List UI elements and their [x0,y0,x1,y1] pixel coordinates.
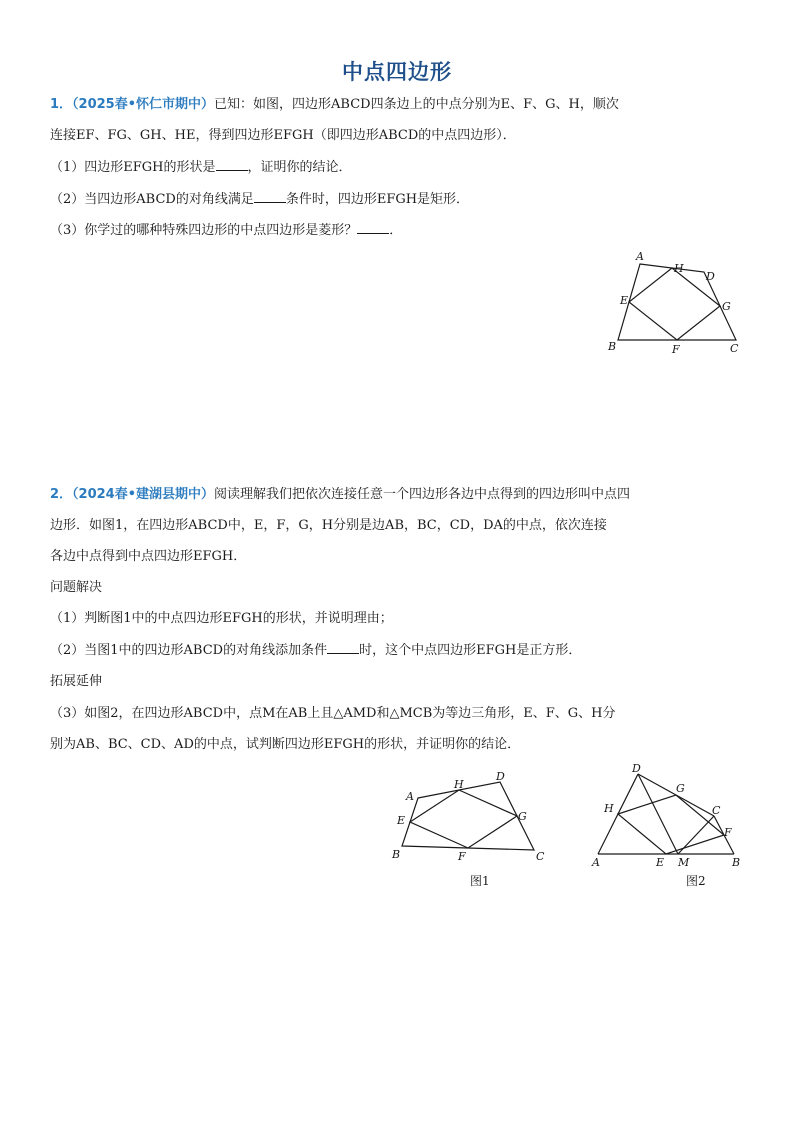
q2-line1 [50,486,630,504]
q2-fig1-label-b: B [392,848,401,861]
q2-part2-text: （2）当图1中的四边形ABCD的对角线添加条件 [50,643,328,658]
q2-fig2-label-h: H [604,802,614,815]
q1-part3 [50,221,402,240]
q1-part1-tail: ，证明你的结论． [247,160,352,175]
q1-part1 [50,158,352,177]
q2-fig2-side-dm [638,774,678,854]
q2-fig2-caption: 图2 [686,874,706,888]
q2-part3-line2: 别为AB、BC、CD、AD的中点，试判断四边形EFGH的形状，并证明你的结论． [50,737,521,752]
q1-label-f: F [672,343,680,356]
q2-fig2-quad-efgh [618,795,724,854]
q2-fig1-label-a: A [406,790,414,803]
q2-part1: （1）判断图1中的中点四边形EFGH的形状，并说明理由； [50,611,393,626]
q2-fig1-label-h: H [454,778,464,791]
q1-label-h: H [674,262,684,275]
q2-heading-extension: 拓展延伸 [50,674,103,689]
q1-part2-blank [254,190,286,203]
q1-label-d: D [706,270,715,283]
q2-fig1-quad-efgh [410,790,517,848]
q1-part1-blank [216,158,248,171]
q1-figure [600,248,760,358]
q1-quad-abcd [618,264,736,340]
q2-fig1-caption: 图1 [470,874,490,888]
q2-fig2-label-c: C [712,804,721,817]
page-title: 中点四边形 [342,60,452,84]
q1-part1-text: （1）四边形EFGH的形状是 [50,160,216,175]
q1-part2 [50,190,469,209]
q1-part2-tail: 条件时，四边形EFGH是矩形． [285,192,470,207]
q2-fig1-label-f: F [458,850,466,863]
q1-part3-text: （3）你学过的哪种特殊四边形的中点四边形是菱形？ [50,223,358,238]
q2-figure2 [586,758,746,870]
q1-label-c: C [730,342,739,355]
q2-source: （2024春•建湖县期中） [72,487,215,502]
q2-number: 2． [50,487,73,502]
q2-fig2-label-g: G [676,782,685,795]
q2-fig2-label-b: B [732,856,741,869]
q2-fig2-label-e: E [656,856,665,869]
q2-text-line1: 阅读理解我们把依次连接任意一个四边形各边中点得到的四边形叫中点四 [214,487,631,502]
q1-part2-text: （2）当四边形ABCD的对角线满足 [50,192,254,207]
q2-fig2-label-a: A [592,856,600,869]
q2-figure1 [388,766,553,866]
q2-heading-problem: 问题解决 [50,580,103,595]
q2-fig2-label-d: D [632,762,641,775]
q1-line1 [50,96,619,114]
q2-part3-line1: （3）如图2，在四边形ABCD中，点M在AB上且△AMD和△MCB为等边三角形，E、F、G、H分 [50,706,616,721]
q2-fig1-quad-abcd [402,782,534,850]
q1-number: 1． [50,97,73,112]
q2-part2 [50,641,581,660]
q2-text-line2: 边形．如图1，在四边形ABCD中，E，F，G，H分别是边AB，BC，CD，DA的中点，依次连接 [50,518,607,533]
q1-text-line2: 连接EF、FG、GH、HE，得到四边形EFGH（即四边形ABCD的中点四边形）． [50,128,516,143]
q1-label-e: E [620,294,629,307]
q2-part2-blank [327,641,359,654]
q1-source: （2025春•怀仁市期中） [72,97,215,112]
q2-fig1-label-g: G [518,810,527,823]
q1-label-g: G [722,300,731,313]
q1-text-line1: 已知：如图，四边形ABCD四条边上的中点分别为E、F、G、H，顺次 [214,97,619,112]
q2-part2-tail: 时，这个中点四边形EFGH是正方形． [359,643,582,658]
q2-fig1-label-d: D [496,770,505,783]
q2-text-line3: 各边中点得到中点四边形EFGH． [50,549,247,564]
q2-fig1-label-c: C [536,850,545,863]
q1-label-a: A [636,250,644,263]
q1-part3-tail: ． [389,223,403,238]
q2-fig1-label-e: E [397,814,406,827]
q2-fig2-label-m: M [678,856,690,869]
q1-part3-blank [357,221,389,234]
q2-fig2-label-f: F [724,826,732,839]
q1-label-b: B [608,340,617,353]
